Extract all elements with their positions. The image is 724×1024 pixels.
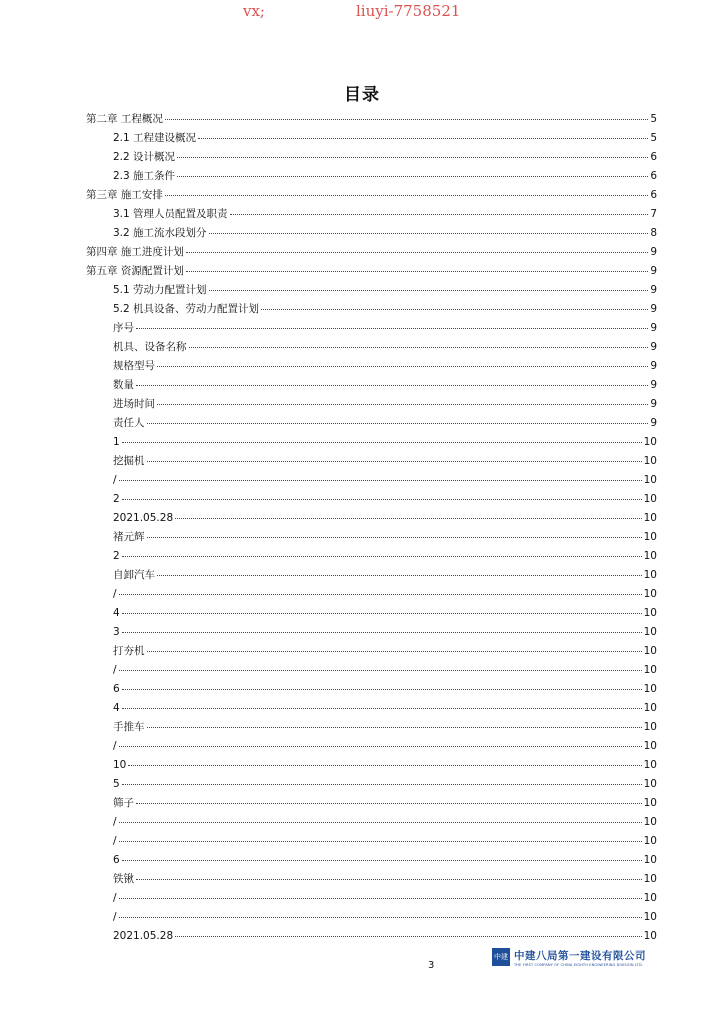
toc-entry-label: 3.2 施工流水段划分 [113, 227, 207, 239]
toc-entry-page: 6 [650, 170, 657, 182]
toc-entry-label: 铁锹 [113, 873, 134, 885]
toc-entry-label: 进场时间 [113, 398, 155, 410]
toc-dot-leader [230, 214, 649, 215]
toc-dot-leader [136, 803, 642, 804]
toc-entry-label: 2.2 设计概况 [113, 151, 176, 163]
toc-dot-leader [119, 898, 642, 899]
toc-entry-label: 2 [113, 493, 120, 505]
toc-entry-label: 手推车 [113, 721, 145, 733]
toc-entry-page: 10 [643, 740, 657, 752]
toc-entry-label: / [113, 892, 117, 904]
toc-dot-leader [128, 765, 641, 766]
toc-dot-leader [147, 651, 642, 652]
toc-entry-page: 10 [643, 493, 657, 505]
toc-dot-leader [261, 309, 648, 310]
toc-dot-leader [119, 594, 642, 595]
toc-entry-page: 6 [650, 189, 657, 201]
toc-entry-page: 8 [650, 227, 657, 239]
toc-entry-label: / [113, 588, 117, 600]
toc-entry-page: 10 [643, 512, 657, 524]
toc-entry-page: 10 [643, 474, 657, 486]
toc-entry-label: 3.1 管理人员配置及职责 [113, 208, 228, 220]
toc-entry-label: 数量 [113, 379, 134, 391]
toc-entry-page: 9 [650, 322, 657, 334]
toc-dot-leader [147, 423, 649, 424]
toc-dot-leader [209, 290, 649, 291]
toc-entry[interactable] [86, 110, 657, 129]
toc-entry-label: 2 [113, 550, 120, 562]
toc-dot-leader [147, 727, 642, 728]
toc-entry-label: 褚元辉 [113, 531, 145, 543]
toc-entry-page: 10 [643, 531, 657, 543]
company-name-en: THE FIRST COMPANY OF CHINA EIGHTH ENGINEERING DIVISION LTD. [514, 962, 643, 967]
toc-entry-page: 9 [650, 303, 657, 315]
toc-entry[interactable] [86, 376, 657, 395]
toc-dot-leader [147, 461, 642, 462]
toc-entry-label: 4 [113, 607, 120, 619]
toc-dot-leader [122, 613, 642, 614]
toc-entry[interactable] [86, 813, 657, 832]
toc-entry[interactable] [86, 908, 657, 927]
company-name: 中建八局第一建设有限公司 [514, 949, 646, 962]
toc-entry-page: 10 [643, 645, 657, 657]
toc-entry-page: 10 [643, 569, 657, 581]
toc-entry[interactable] [86, 642, 657, 661]
toc-entry[interactable] [86, 737, 657, 756]
toc-entry-page: 10 [643, 436, 657, 448]
toc-dot-leader [186, 271, 648, 272]
toc-entry-label: 2.1 工程建设概况 [113, 132, 197, 144]
toc-dot-leader [136, 328, 648, 329]
toc-entry-page: 10 [643, 607, 657, 619]
toc-entry-label: 4 [113, 702, 120, 714]
watermark-left-text: vx; [243, 2, 265, 20]
toc-dot-leader [136, 385, 648, 386]
toc-dot-leader [122, 708, 642, 709]
toc-entry-label: 序号 [113, 322, 134, 334]
toc-dot-leader [175, 936, 642, 937]
toc-entry[interactable] [86, 243, 657, 262]
toc-entry-label: 规格型号 [113, 360, 155, 372]
toc-entry-label: 2021.05.28 [113, 930, 174, 942]
toc-entry[interactable] [86, 433, 657, 452]
toc-entry-page: 10 [643, 721, 657, 733]
toc-entry[interactable] [86, 566, 657, 585]
toc-entry-label: 挖掘机 [113, 455, 145, 467]
toc-entry[interactable] [86, 129, 657, 148]
toc-dot-leader [136, 879, 642, 880]
toc-entry-label: 10 [113, 759, 127, 771]
toc-entry-page: 10 [643, 930, 657, 942]
toc-entry-label: 2021.05.28 [113, 512, 174, 524]
toc-dot-leader [186, 252, 648, 253]
toc-entry[interactable] [86, 509, 657, 528]
toc-entry[interactable] [86, 756, 657, 775]
toc-entry-page: 10 [643, 835, 657, 847]
toc-entry[interactable] [86, 167, 657, 186]
toc-entry[interactable] [86, 661, 657, 680]
toc-entry-page: 6 [650, 151, 657, 163]
toc-dot-leader [122, 632, 642, 633]
page-number: 3 [428, 960, 435, 971]
toc-entry-page: 9 [650, 417, 657, 429]
toc-entry-page: 10 [643, 455, 657, 467]
toc-entry[interactable] [86, 623, 657, 642]
toc-entry[interactable] [86, 338, 657, 357]
toc-entry[interactable] [86, 471, 657, 490]
toc-entry-label: 筛子 [113, 797, 134, 809]
toc-entry-page: 9 [650, 246, 657, 258]
toc-entry[interactable] [86, 889, 657, 908]
toc-entry-page: 10 [643, 778, 657, 790]
toc-dot-leader [165, 119, 648, 120]
toc-entry[interactable] [86, 490, 657, 509]
toc-dot-leader [157, 404, 648, 405]
toc-entry[interactable] [86, 604, 657, 623]
toc-entry-label: 6 [113, 683, 120, 695]
toc-entry-label: / [113, 816, 117, 828]
toc-dot-leader [119, 841, 642, 842]
toc-entry-page: 9 [650, 379, 657, 391]
toc-entry[interactable] [86, 832, 657, 851]
toc-entry-label: 第二章 工程概况 [86, 113, 163, 125]
toc-entry-label: / [113, 474, 117, 486]
toc-entry-page: 9 [650, 341, 657, 353]
toc-entry[interactable] [86, 699, 657, 718]
toc-dot-leader [157, 575, 642, 576]
toc-dot-leader [119, 746, 642, 747]
toc-entry-page: 10 [643, 816, 657, 828]
toc-entry-page: 10 [643, 626, 657, 638]
toc-entry-label: 第四章 施工进度计划 [86, 246, 184, 258]
toc-dot-leader [119, 822, 642, 823]
toc-entry-label: 第五章 资源配置计划 [86, 265, 184, 277]
toc-dot-leader [122, 499, 642, 500]
toc-entry-page: 9 [650, 360, 657, 372]
toc-dot-leader [157, 366, 648, 367]
toc-entry-label: 6 [113, 854, 120, 866]
toc-entry-page: 10 [643, 759, 657, 771]
toc-entry-page: 9 [650, 284, 657, 296]
toc-title: 目录 [344, 85, 380, 105]
toc-entry-label: 第三章 施工安排 [86, 189, 163, 201]
toc-entry-page: 5 [650, 113, 657, 125]
toc-dot-leader [209, 233, 649, 234]
toc-entry-page: 10 [643, 664, 657, 676]
toc-entry[interactable] [86, 585, 657, 604]
toc-entry[interactable] [86, 262, 657, 281]
toc-entry-label: 自卸汽车 [113, 569, 155, 581]
toc-entry[interactable] [86, 224, 657, 243]
company-logo [492, 944, 658, 970]
toc-dot-leader [122, 689, 642, 690]
toc-dot-leader [175, 518, 642, 519]
toc-entry[interactable] [86, 205, 657, 224]
toc-entry[interactable] [86, 357, 657, 376]
toc-entry-label: 3 [113, 626, 120, 638]
toc-entry[interactable] [86, 547, 657, 566]
toc-entry-label: / [113, 835, 117, 847]
toc-entry-page: 10 [643, 873, 657, 885]
toc-entry[interactable] [86, 319, 657, 338]
toc-entry[interactable] [86, 414, 657, 433]
logo-mark-text: 中建 [494, 952, 508, 961]
toc-entry[interactable] [86, 300, 657, 319]
toc-entry-page: 10 [643, 588, 657, 600]
toc-entry[interactable] [86, 851, 657, 870]
toc-entry-page: 10 [643, 892, 657, 904]
toc-entry[interactable] [86, 718, 657, 737]
toc-entry-label: 5.2 机具设备、劳动力配置计划 [113, 303, 260, 315]
toc-dot-leader [147, 537, 642, 538]
table-of-contents [86, 110, 657, 946]
toc-entry[interactable] [86, 870, 657, 889]
toc-entry-page: 10 [643, 911, 657, 923]
toc-entry[interactable] [86, 452, 657, 471]
toc-dot-leader [119, 917, 642, 918]
toc-entry-label: 机具、设备名称 [113, 341, 187, 353]
toc-entry-page: 5 [650, 132, 657, 144]
toc-entry-page: 10 [643, 683, 657, 695]
toc-entry[interactable] [86, 148, 657, 167]
toc-dot-leader [189, 347, 649, 348]
toc-dot-leader [122, 442, 642, 443]
watermark-right-text: liuyi-7758521 [356, 2, 461, 20]
toc-dot-leader [119, 670, 642, 671]
toc-dot-leader [198, 138, 648, 139]
toc-entry[interactable] [86, 775, 657, 794]
toc-entry-page: 10 [643, 854, 657, 866]
toc-dot-leader [122, 556, 642, 557]
toc-dot-leader [165, 195, 648, 196]
toc-entry-label: 2.3 施工条件 [113, 170, 176, 182]
toc-dot-leader [122, 860, 642, 861]
toc-dot-leader [177, 176, 648, 177]
toc-entry-page: 7 [650, 208, 657, 220]
toc-entry[interactable] [86, 528, 657, 547]
company-logo-text [514, 948, 646, 967]
toc-entry-label: / [113, 911, 117, 923]
toc-entry[interactable] [86, 281, 657, 300]
toc-dot-leader [122, 784, 642, 785]
toc-entry-page: 9 [650, 398, 657, 410]
toc-entry-label: 5.1 劳动力配置计划 [113, 284, 207, 296]
toc-entry-label: 5 [113, 778, 120, 790]
toc-entry[interactable] [86, 794, 657, 813]
toc-entry-page: 9 [650, 265, 657, 277]
toc-entry[interactable] [86, 186, 657, 205]
watermark [0, 2, 724, 24]
toc-entry-label: 责任人 [113, 417, 145, 429]
toc-entry-label: / [113, 740, 117, 752]
toc-entry-label: / [113, 664, 117, 676]
toc-entry-label: 1 [113, 436, 120, 448]
company-logo-icon [492, 948, 510, 966]
toc-entry[interactable] [86, 680, 657, 699]
toc-entry-page: 10 [643, 797, 657, 809]
toc-entry[interactable] [86, 395, 657, 414]
toc-entry-page: 10 [643, 702, 657, 714]
toc-dot-leader [177, 157, 648, 158]
toc-entry-label: 打夯机 [113, 645, 145, 657]
toc-dot-leader [119, 480, 642, 481]
toc-entry-page: 10 [643, 550, 657, 562]
